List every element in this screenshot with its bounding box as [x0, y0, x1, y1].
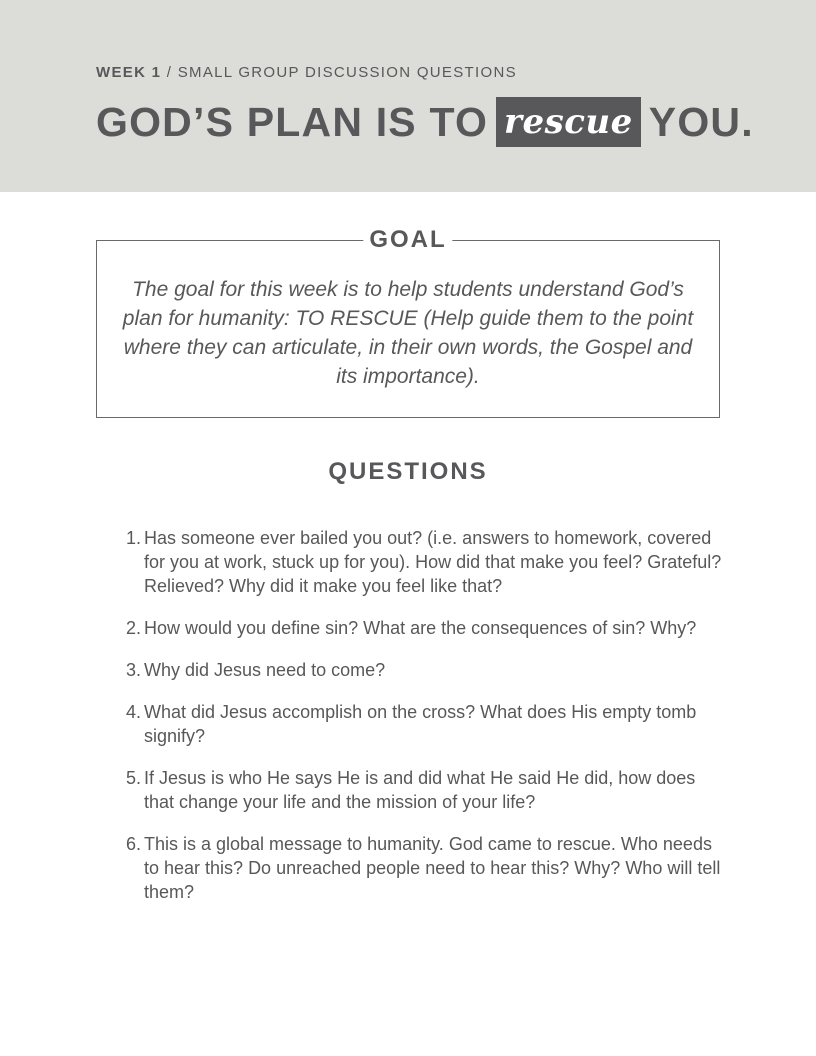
question-number: 1. [126, 528, 142, 548]
goal-heading: GOAL [363, 225, 452, 255]
question-number: 4. [126, 702, 142, 722]
question-item-6 [126, 832, 726, 904]
title-text-after: YOU. [648, 98, 754, 145]
question-text: How would you define sin? What are the consequences of sin? Why? [144, 618, 697, 638]
goal-box [96, 226, 720, 418]
week-separator: / [161, 64, 178, 81]
title-highlight-word: rescue [496, 97, 641, 147]
question-text: If Jesus is who He says He is and did what He said He did, how does that change your life and the mission of your life? [144, 768, 696, 812]
question-item-3 [126, 658, 726, 682]
questions-heading: QUESTIONS [328, 458, 488, 485]
goal-text: The goal for this week is to help students understand God’s plan for humanity: TO RESCUE (Help guide them to the point where they can articulate, in their own words, the Gospel and its importance). [122, 278, 694, 388]
question-text: What did Jesus accomplish on the cross? What does His empty tomb signify? [144, 702, 697, 746]
question-item-4 [126, 700, 726, 748]
question-number: 3. [126, 660, 142, 680]
question-list [126, 526, 726, 922]
question-number: 5. [126, 768, 142, 788]
question-text: This is a global message to humanity. God came to rescue. Who needs to hear this? Do unreached people need to hear this? Why? Who will tell them? [144, 834, 721, 902]
week-subtitle: SMALL GROUP DISCUSSION QUESTIONS [177, 64, 517, 81]
question-text: Why did Jesus need to come? [144, 660, 386, 680]
question-item-1 [126, 526, 726, 598]
question-item-5 [126, 766, 726, 814]
question-item-2 [126, 616, 726, 640]
page-title [96, 96, 754, 148]
question-text: Has someone ever bailed you out? (i.e. answers to homework, covered for you at work, stuck up for you). How did that make you feel? Grateful? Relieved? Why did it make you feel like that? [144, 528, 722, 596]
week-label: WEEK 1 [96, 64, 162, 81]
question-number: 6. [126, 834, 142, 854]
title-text-before: GOD’S PLAN IS TO [96, 98, 489, 145]
week-label-line [96, 64, 517, 81]
question-number: 2. [126, 618, 142, 638]
